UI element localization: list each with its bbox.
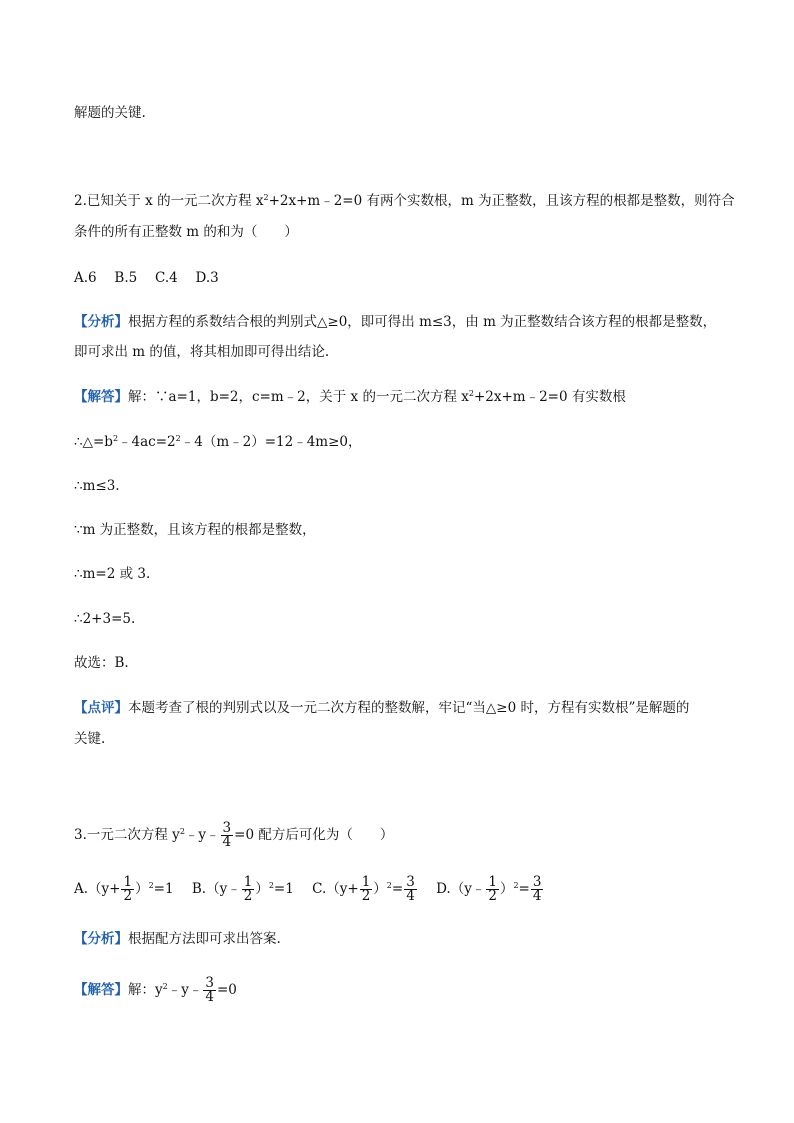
- denominator: 4: [406, 888, 415, 904]
- text: 根据方程的系数结合根的判别式△≥0，即可得出 m≤3，由 m 为正整数结合该方程的根都是整数，: [128, 314, 717, 330]
- text: ﹣y﹣: [184, 827, 220, 843]
- q2-stem-line2: [74, 222, 298, 242]
- text: D.（y﹣: [436, 881, 486, 897]
- numerator: 3: [532, 874, 542, 890]
- superscript: 2: [468, 389, 474, 398]
- q2-analysis-line2: [74, 342, 329, 362]
- text: ∴△=b: [74, 434, 113, 450]
- q2-step5: [74, 609, 135, 629]
- numerator: 3: [406, 874, 415, 890]
- denominator: 4: [222, 834, 232, 850]
- text: 本题考查了根的判别式以及一元二次方程的整数解，牢记“当△≥0 时，方程有实数根”是解题的: [128, 700, 690, 716]
- text: 即可求出 m 的值，将其相加即可得出结论.: [74, 344, 330, 360]
- text: =0 配方后可化为（ ）: [234, 827, 394, 843]
- denominator: 4: [205, 989, 214, 1005]
- q3-option-c: [312, 874, 418, 904]
- q2-stem-line1: [74, 191, 735, 211]
- fraction: [486, 876, 499, 903]
- fraction: [221, 822, 234, 849]
- text: B.（y﹣: [191, 881, 241, 897]
- q3-option-a: [74, 874, 174, 904]
- numerator: 1: [123, 874, 133, 890]
- text: =1: [153, 881, 174, 897]
- solution-tag: 【解答】: [74, 389, 128, 405]
- text: 2.已知关于 x 的一元二次方程 x: [74, 193, 264, 209]
- text: =0: [216, 982, 237, 998]
- denominator: 2: [361, 888, 371, 904]
- text: ∵m 为正整数，且该方程的根都是整数，: [74, 522, 316, 538]
- text: ﹣4（m﹣2）=12﹣4m≥0，: [180, 434, 362, 450]
- numerator: 1: [243, 874, 253, 890]
- text: C.（y+: [312, 881, 359, 897]
- denominator: 4: [532, 888, 542, 904]
- comment-tag: 【点评】: [74, 700, 128, 716]
- superscript: 2: [162, 982, 168, 991]
- q3-solution: [74, 977, 237, 1004]
- fraction: [360, 876, 373, 903]
- superscript: 2: [386, 881, 392, 890]
- text: A.6 B.5 C.4 D.3: [74, 270, 219, 286]
- text: 根据配方法即可求出答案.: [128, 931, 281, 947]
- text: 3.一元二次方程 y: [74, 827, 180, 843]
- superscript: 2: [179, 827, 185, 836]
- text: ﹣y﹣: [167, 982, 203, 998]
- numerator: 3: [222, 820, 232, 836]
- q3-analysis: [74, 929, 281, 949]
- fraction: [531, 876, 544, 903]
- q3-option-d: [436, 874, 544, 904]
- denominator: 2: [243, 888, 253, 904]
- superscript: 2: [268, 881, 274, 890]
- analysis-tag: 【分析】: [74, 931, 128, 947]
- text: 条件的所有正整数 m 的和为（ ）: [74, 224, 298, 240]
- text: =: [518, 881, 530, 897]
- text: 解：∵a=1，b=2，c=m﹣2，关于 x 的一元二次方程 x: [128, 389, 469, 405]
- q2-step4: [74, 564, 150, 584]
- q2-step2: [74, 476, 120, 496]
- text: 解题的关键.: [74, 105, 146, 121]
- text: ∴m≤3.: [74, 478, 120, 494]
- superscript: 2: [513, 881, 519, 890]
- text: ∴2+3=5.: [74, 611, 136, 627]
- text: ）: [255, 881, 269, 897]
- prev-answer-tail: [74, 103, 146, 123]
- analysis-tag: 【分析】: [74, 314, 128, 330]
- text: ∴m=2 或 3.: [74, 566, 151, 582]
- q2-analysis-line1: [74, 312, 716, 332]
- superscript: 2: [112, 434, 119, 443]
- text: ﹣4ac=2: [118, 434, 176, 450]
- q2-step1: [74, 432, 362, 452]
- q3-options: [74, 876, 544, 903]
- fraction: [242, 876, 255, 903]
- numerator: 3: [205, 975, 214, 991]
- q2-step6: [74, 653, 129, 673]
- q3-stem: [74, 822, 393, 849]
- text: 关键.: [74, 731, 106, 747]
- q2-comment-line1: [74, 698, 689, 718]
- q2-comment-line2: [74, 729, 105, 749]
- text: =: [391, 881, 404, 897]
- q2-step3: [74, 520, 316, 540]
- denominator: 2: [123, 888, 133, 904]
- text: =1: [273, 881, 294, 897]
- denominator: 2: [488, 888, 497, 904]
- numerator: 1: [488, 874, 497, 890]
- text: 故选：B.: [74, 655, 129, 671]
- q3-option-b: [191, 874, 294, 904]
- q2-solution-line1: [74, 387, 626, 407]
- text: ）: [373, 881, 387, 897]
- text: 解：y: [128, 982, 163, 998]
- numerator: 1: [361, 874, 371, 890]
- fraction: [121, 876, 134, 903]
- text: ）: [499, 881, 514, 897]
- superscript: 2: [148, 881, 154, 890]
- solution-tag: 【解答】: [74, 982, 128, 998]
- fraction: [404, 876, 417, 903]
- text: +2x+m﹣2=0 有实数根: [473, 389, 626, 405]
- superscript: 2: [175, 434, 181, 443]
- text: A.（y+: [74, 881, 121, 897]
- superscript: 2: [263, 193, 269, 202]
- q2-options: [74, 268, 219, 288]
- text: ）: [135, 881, 149, 897]
- text: +2x+m﹣2=0 有两个实数根，m 为正整数，且该方程的根都是整数，则符合: [268, 193, 735, 209]
- fraction: [203, 977, 216, 1004]
